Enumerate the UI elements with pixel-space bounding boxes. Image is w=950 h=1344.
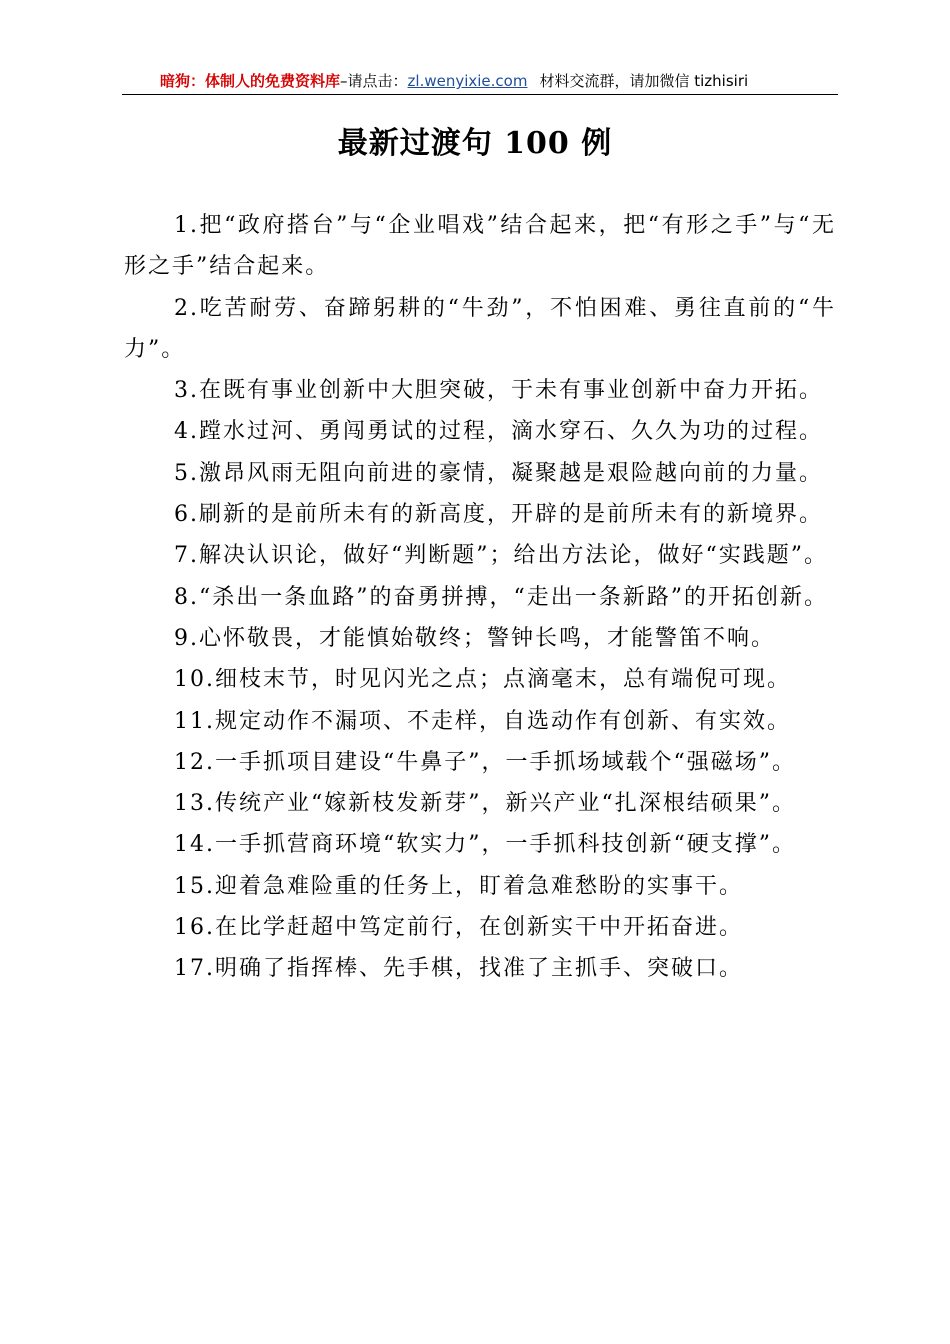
header-brand: 暗狗：体制人的免费资料库	[160, 72, 341, 90]
paragraph: 11.规定动作不漏项、不走样，自选动作有创新、有实效。	[174, 708, 791, 734]
paragraph: 9.心怀敬畏，才能慎始敬终；警钟长鸣，才能警笛不响。	[174, 625, 775, 651]
paragraph: 10.细枝末节，时见闪光之点；点滴毫末，总有端倪可现。	[174, 667, 791, 693]
page-header	[122, 68, 838, 95]
paragraph: 2.吃苦耐劳、奋蹄躬耕的“牛劲”，不怕困难、勇往直前的“牛力”。	[124, 295, 836, 362]
header-contact: 材料交流群，请加微信 tizhisiri	[539, 72, 749, 90]
paragraph: 3.在既有事业创新中大胆突破，于未有事业创新中奋力开拓。	[174, 378, 823, 404]
paragraph: 16.在比学赶超中笃定前行，在创新实干中开拓奋进。	[174, 915, 743, 941]
header-hint: –请点击：	[340, 72, 408, 90]
paragraph: 5.激昂风雨无阻向前进的豪情，凝聚越是艰险越向前的力量。	[174, 460, 823, 486]
paragraph: 7.解决认识论，做好“判断题”；给出方法论，做好“实践题”。	[174, 543, 828, 569]
paragraph: 8.“杀出一条血路”的奋勇拼搏，“走出一条新路”的开拓创新。	[174, 584, 828, 610]
page-title: 最新过渡句 100 例	[337, 126, 613, 161]
paragraph: 6.刷新的是前所未有的新高度，开辟的是前所未有的新境界。	[174, 502, 823, 528]
paragraph: 17.明确了指挥棒、先手棋，找准了主抓手、突破口。	[174, 956, 743, 982]
paragraph: 12.一手抓项目建设“牛鼻子”，一手抓场域载个“强磁场”。	[174, 749, 796, 775]
paragraph: 13.传统产业“嫁新枝发新芽”，新兴产业“扎深根结硕果”。	[174, 791, 796, 817]
paragraph: 1.把“政府搭台”与“企业唱戏”结合起来，把“有形之手”与“无形之手”结合起来。	[124, 213, 836, 280]
document-body	[124, 205, 836, 990]
header-link[interactable]: zl.wenyixie.com	[407, 72, 528, 90]
paragraph: 14.一手抓营商环境“软实力”，一手抓科技创新“硬支撑”。	[174, 832, 796, 858]
paragraph: 4.蹚水过河、勇闯勇试的过程，滴水穿石、久久为功的过程。	[174, 419, 823, 445]
paragraph: 15.迎着急难险重的任务上，盯着急难愁盼的实事干。	[174, 873, 743, 899]
